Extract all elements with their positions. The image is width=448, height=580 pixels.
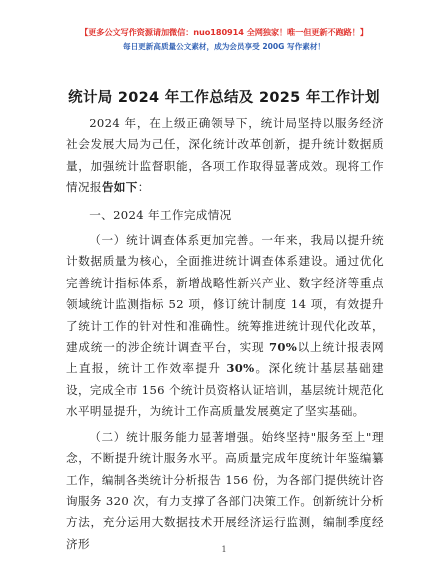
intro-text: 2024 年，在上级正确领导下，统计局坚持以服务经济社会发展大局为己任，深化统计改革创新，提升统计数据质量，加强统计监督职能，各项工作取得显著成效。现将工作情况报 [66,116,384,195]
paragraph-service-capacity: （二）统计服务能力显著增强。始终坚持"服务至上"理念，不断提升统计服务水平。高质量完成年度统计年鉴编纂工作，编制各类统计分析报告 156 份，为各部门提供统计咨询服务 320 次，有力支撑了各部门决策工作。创新统计分析方法，充分运用大数据技术开展经济运行监测，编制季度经济形 [66,429,384,551]
para1-text-1: （一）统计调查体系更加完善。一年来，我局以提升统计数据质量为核心，全面推进统计调查体系建设。通过优化完善统计指标体系，新增战略性新兴产业、数字经济等重点领域统计监测指标 52 项，修订统计制度 14 项，有效提升了统计工作的针对性和准确性。统筹推进统计现代化改革，建成统一的涉企统计调查平台，实现 [66,233,384,355]
document-body [66,113,384,555]
para1-bold-2: 30% [226,361,255,376]
para1-bold-1: 70% [268,340,298,355]
para1-text-3: 。深化统计基层基础建设，完成全市 156 个统计员资格认证培训，基层统计规范化水平明显提升，为统计工作高质量发展奠定了坚实基础。 [66,361,384,419]
document-title: 统计局 2024 年工作总结及 2025 年工作计划 [68,90,380,106]
intro-end-punct: ： [137,180,150,195]
promo-banner-line-1: 【更多公文写作资源请加微信：nuo180914 全网独家！唯一但更新不跑路！】 [80,27,368,37]
para1-text-2: 以上统计报表网上直报，统计工作效率提升 [66,340,385,376]
page-number: 1 [221,545,227,554]
intro-bold-text: 告如下 [101,180,138,195]
intro-paragraph [66,113,384,199]
paragraph-survey-system [66,230,384,423]
section-heading: 一、2024 年工作完成情况 [89,207,232,222]
promo-banner-line-2: 每日更新高质量公文素材，成为会员享受 200G 写作素材！ [122,42,326,51]
